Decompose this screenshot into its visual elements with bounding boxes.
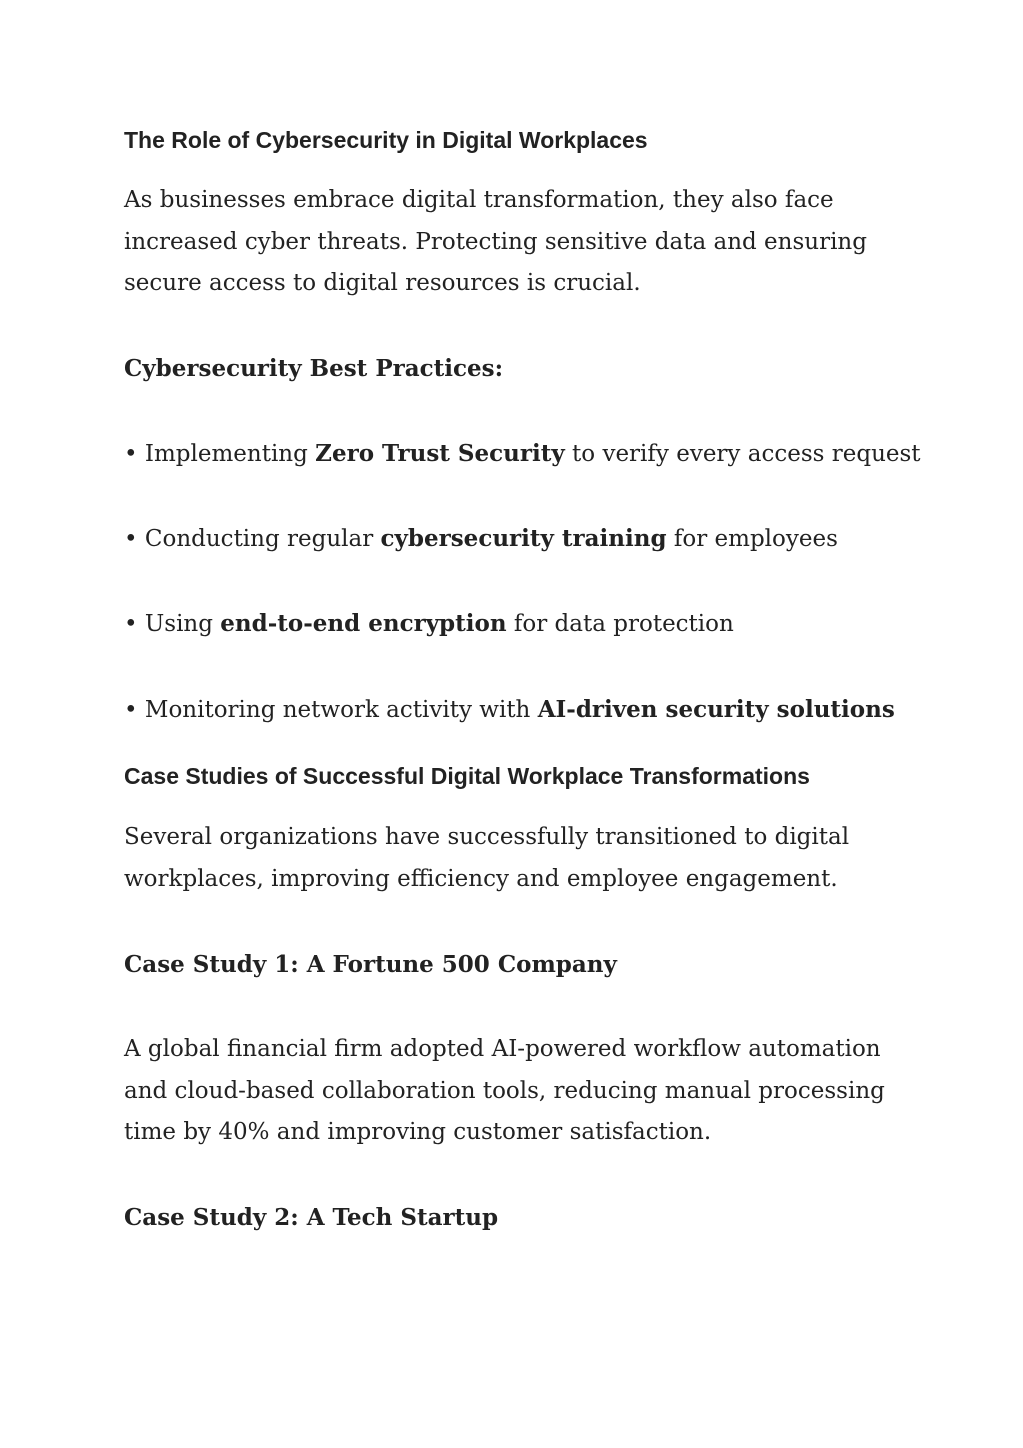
- best-practices-heading: Cybersecurity Best Practices:: [124, 355, 504, 382]
- best-practice-emphasis: end-to-end encryption: [220, 610, 507, 637]
- case-studies-section-title: Case Studies of Successful Digital Workplace Transformations: [124, 763, 810, 789]
- best-practice-item-ai-monitoring: [124, 695, 895, 725]
- case-study-1-paragraph: [124, 1029, 885, 1154]
- best-practice-text: Using: [137, 611, 221, 637]
- paragraph-line: workplaces, improving efficiency and employee engagement.: [124, 865, 838, 892]
- bullet-marker: •: [124, 611, 138, 637]
- best-practice-text: Implementing: [137, 441, 316, 467]
- cybersecurity-section-title: The Role of Cybersecurity in Digital Workplaces: [124, 127, 648, 153]
- best-practice-item-zero-trust: [124, 439, 921, 469]
- paragraph-line: time by 40% and improving customer satisfaction.: [124, 1119, 712, 1145]
- case-studies-intro-paragraph: [124, 817, 849, 900]
- paragraph-line: increased cyber threats. Protecting sensitive data and ensuring: [124, 228, 867, 255]
- bullet-marker: •: [124, 526, 138, 552]
- best-practice-emphasis: AI-driven security solutions: [537, 696, 895, 723]
- paragraph-line: As businesses embrace digital transformation, they also face: [124, 187, 834, 213]
- case-study-2-heading: Case Study 2: A Tech Startup: [124, 1204, 499, 1231]
- best-practice-text: to verify every access request: [564, 441, 921, 467]
- bullet-marker: •: [124, 697, 138, 723]
- best-practice-text: for data protection: [506, 611, 734, 637]
- paragraph-line: secure access to digital resources is crucial.: [124, 270, 641, 296]
- best-practice-item-training: [124, 524, 838, 554]
- best-practice-text: Conducting regular: [137, 526, 381, 552]
- best-practice-emphasis: Zero Trust Security: [315, 440, 565, 467]
- bullet-marker: •: [124, 441, 138, 467]
- best-practice-text: Monitoring network activity with: [137, 697, 538, 723]
- best-practice-emphasis: cybersecurity training: [380, 525, 667, 552]
- paragraph-line: A global financial firm adopted AI-powered workflow automation: [124, 1036, 881, 1062]
- paragraph-line: and cloud-based collaboration tools, reducing manual processing: [124, 1077, 885, 1104]
- case-study-1-heading: Case Study 1: A Fortune 500 Company: [124, 951, 617, 978]
- best-practice-text: for employees: [666, 526, 838, 552]
- best-practice-item-encryption: [124, 609, 734, 639]
- paragraph-line: Several organizations have successfully transitioned to digital: [124, 824, 850, 850]
- cybersecurity-intro-paragraph: [124, 180, 867, 305]
